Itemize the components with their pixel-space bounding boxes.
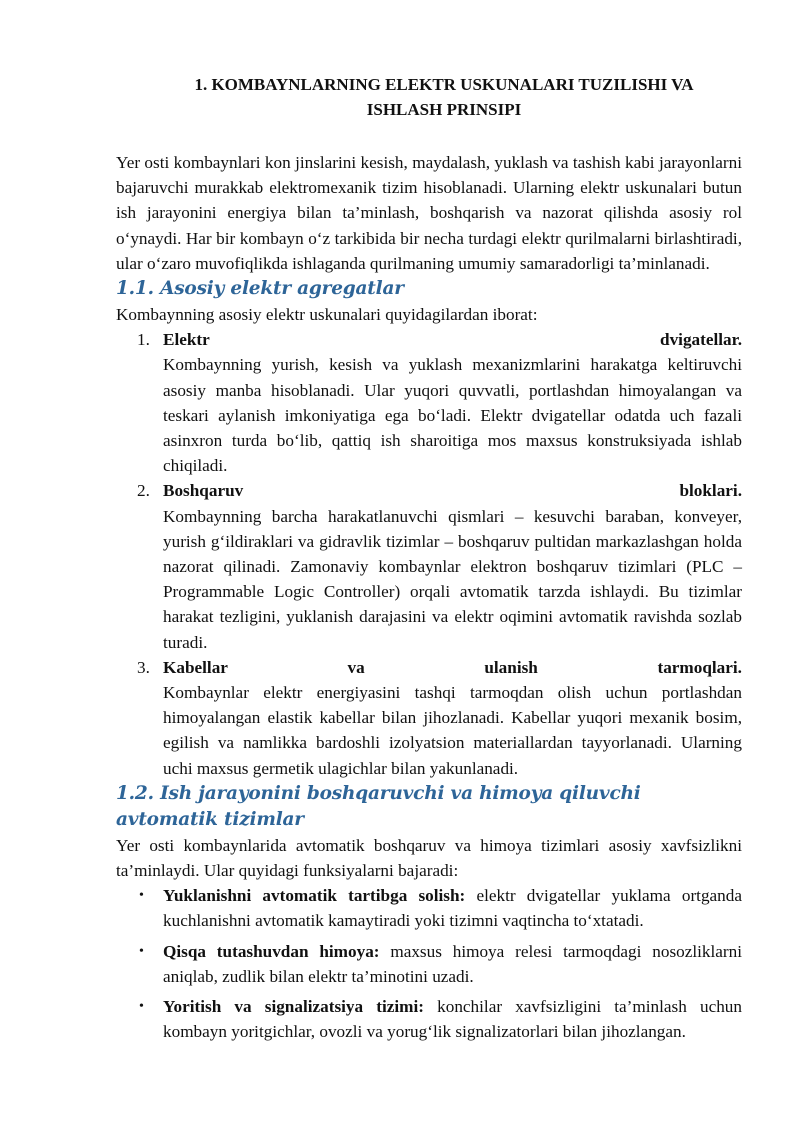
bullet-item	[139, 939, 742, 989]
bullet-item	[139, 994, 742, 1044]
chapter-title	[116, 72, 742, 122]
list-item-heading	[163, 327, 742, 352]
section-1-1-lead: Kombaynning asosiy elektr uskunalari quyidagilardan iborat:	[116, 305, 538, 325]
list-item	[137, 327, 742, 478]
list-item-description: Kombaynlar elektr energiyasini tashqi tarmoqdan olish uchun portlashdan himoyalangan elastik kabellar bilan jihozlanadi. Kabellar yuqori mexanik bosim, egilish va namlikka bardoshli izolyatsion materiallardan tayyorlanadi. Ularning uchi maxsus germetik ulagichlar bilan yakunlanadi.	[163, 683, 742, 778]
list-item	[137, 655, 742, 781]
bullet-label: Yuklanishni avtomatik tartibga solish:	[163, 886, 466, 906]
list-item-description: Kombaynning barcha harakatlanuvchi qismlari – kesuvchi baraban, konveyer, yurish g‘ildiraklari va gidravlik tizimlar – boshqaruv pultidan markazlashgan holda nazorat qilinadi. Zamonaviy kombaynlar elektron boshqaruv tizimlari (PLC – Programmable Logic Controller) orqali avtomatik tarzda ishlaydi. Bu tizimlar harakat tezligini, yuklanish darajasini va elektr oqimini avtomatik ravishda sozlab turadi.	[163, 506, 742, 652]
section-heading-1-1: 1.1. Asosiy elektr agregatlar	[116, 278, 404, 300]
bullet-text: maxsus himoya relesi tarmoqdagi nosozliklarni aniqlab, zudlik bilan elektr ta’minotini uzadi.	[163, 941, 742, 986]
bullet-text: elektr dvigatellar yuklama ortganda kuchlanishni avtomatik kamaytiradi yoki tizimni vaqtincha to‘xtatadi.	[163, 886, 742, 931]
bullet-icon: •	[139, 888, 144, 904]
heading-word: bloklari.	[679, 481, 742, 501]
heading-word: ulanish	[484, 657, 538, 677]
heading-word: Elektr	[163, 330, 210, 350]
list-item	[137, 478, 742, 654]
bullet-label: Qisqa tutashuvdan himoya:	[163, 941, 380, 961]
bullet-icon: •	[139, 999, 144, 1015]
chapter-title-line-2: ISHLASH PRINSIPI	[366, 100, 522, 119]
heading-word: va	[347, 657, 365, 677]
funksiyalar-list	[116, 883, 742, 1044]
list-item-heading	[163, 478, 742, 503]
bullet-icon: •	[139, 943, 144, 959]
list-item-number: 1.	[137, 330, 150, 350]
heading-word: Kabellar	[163, 657, 228, 677]
list-item-heading	[163, 655, 742, 680]
heading-word: Boshqaruv	[163, 481, 244, 501]
bullet-item	[139, 883, 742, 933]
chapter-title-line-1: 1. KOMBAYNLARNING ELEKTR USKUNALARI TUZILISHI VA	[194, 75, 694, 94]
list-item-number: 3.	[137, 657, 150, 677]
intro-paragraph: Yer osti kombaynlari kon jinslarini kesish, maydalash, yuklash va tashish kabi jarayonlarni bajaruvchi murakkab elektromexanik tizim hisoblanadi. Ularning elektr uskunalari butun ish jarayonini energiya bilan ta’minlash, boshqarish va nazorat qilishda asosiy rol o‘ynaydi. Har bir kombayn o‘z tarkibida bir necha turdagi elektr qurilmalarni birlashtiradi, ular o‘zaro muvofiqlikda ishlaganda qurilmaning umumiy samaradorligi ta’minlanadi.	[116, 153, 742, 273]
list-item-number: 2.	[137, 481, 150, 501]
heading-word: dvigatellar.	[660, 330, 742, 350]
section-heading-1-2: 1.2. Ish jarayonini boshqaruvchi va himoya qiluvchi avtomatik tizimlar	[116, 782, 641, 830]
list-item-description: Kombaynning yurish, kesish va yuklash mexanizmlarini harakatga keltiruvchi asosiy manba hisoblanadi. Ular yuqori quvvatli, portlashdan himoyalangan va teskari aylanish imkoniyatiga ega bo‘ladi. Elektr dvigatellar odatda uch fazali asinxron turda bo‘lib, qattiq ish sharoitiga mos maxsus konstruksiyada ishlab chiqiladi.	[163, 355, 742, 476]
section-1-2-lead: Yer osti kombaynlarida avtomatik boshqaruv va himoya tizimlari asosiy xavfsizlikni ta’minlaydi. Ular quyidagi funksiyalarni bajaradi:	[116, 835, 742, 881]
bullet-label: Yoritish va signalizatsiya tizimi:	[163, 997, 424, 1017]
bullet-text: konchilar xavfsizligini ta’minlash uchun kombayn yoritgichlar, ovozli va yorug‘lik signalizatorlari bilan jihozlangan.	[163, 997, 742, 1042]
heading-word: tarmoqlari.	[657, 657, 742, 677]
agregatlar-list	[116, 327, 742, 781]
